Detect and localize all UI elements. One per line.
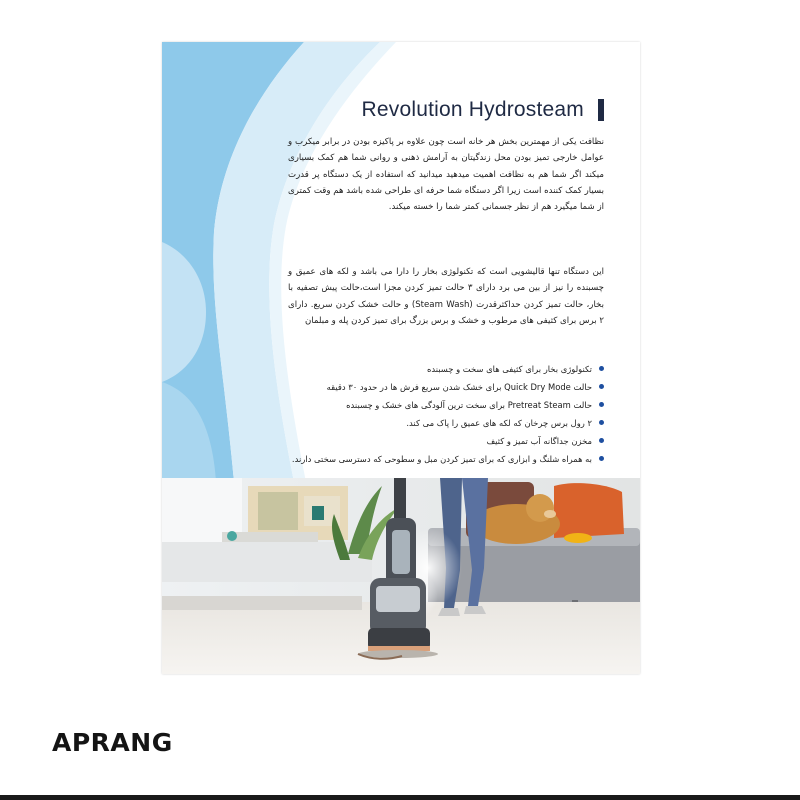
feature-list xyxy=(228,362,604,470)
list-item-text: ۲ رول برس چرخان که لکه های عمیق را پاک می کند. xyxy=(406,418,592,428)
page-title: Revolution Hydrosteam xyxy=(361,98,584,121)
list-item xyxy=(228,380,604,398)
list-item xyxy=(228,362,604,380)
list-item xyxy=(228,434,604,452)
bullet-icon xyxy=(599,420,604,425)
list-item xyxy=(228,416,604,434)
bullet-icon xyxy=(599,402,604,407)
product-photo xyxy=(162,478,640,674)
bullet-icon xyxy=(599,384,604,389)
features-paragraph: این دستگاه تنها قالیشویی است که تکنولوژی بخار را دارا می باشد و لکه های عمیق و چسبنده را نیز از بین می برد دارای ۳ حالت تمیز کردن مجزا است،حالت پیش تصفیه با بخار، حالت تمیز کردن حداکثرقدرت (Steam Wash) و حالت خشک کردن سریع. دارای ۲ برس برای کثیفی های مرطوب و خشک و برس بزرگ برای تمیز کردن پله و مبلمان xyxy=(288,267,604,326)
list-item-text: حالت Quick Dry Mode برای خشک شدن سریع فرش ها در حدود ۳۰ دقیقه xyxy=(326,382,592,392)
list-item-text: حالت Pretreat Steam برای سخت ترین آلودگی های خشک و چسبنده xyxy=(346,400,592,410)
title-accent-bar xyxy=(598,99,604,121)
bullet-icon xyxy=(599,438,604,443)
list-item xyxy=(228,398,604,416)
list-item-text: مخزن جداگانه آب تمیز و کثیف xyxy=(486,436,592,446)
list-item-text: به همراه شلنگ و ابزاری که برای تمیز کردن مبل و سطوحی که دسترسی سختی دارند. xyxy=(291,454,592,464)
brand-logo: APRANG xyxy=(52,728,173,757)
bullet-icon xyxy=(599,456,604,461)
bullet-icon xyxy=(599,366,604,371)
intro-paragraph: نظافت یکی از مهمترین بخش هر خانه است چون علاوه بر پاکیزه بودن در برابر میکرب و عوامل خارجی تمیز بودن محل زندگیتان به آرامش ذهنی و روانی شما هم کمک بسیاری میکند اگر شما هم به نظافت اهمیت میدهید میدانید که استفاده از یک دستگاه پر قدرت بسیار کمک کننده است زیرا اگر دستگاه شما حرفه ای طراحی شده باشد هم وقت کمتری از شما میگیرد هم از نظر جسمانی کمتر شما را خسته میکند. xyxy=(288,137,604,213)
list-item-text: تکنولوژی بخار برای کثیفی های سخت و چسبنده xyxy=(426,364,592,374)
list-item xyxy=(228,452,604,470)
bottom-divider xyxy=(0,795,800,800)
product-flyer xyxy=(162,42,640,674)
title-block xyxy=(362,98,604,122)
